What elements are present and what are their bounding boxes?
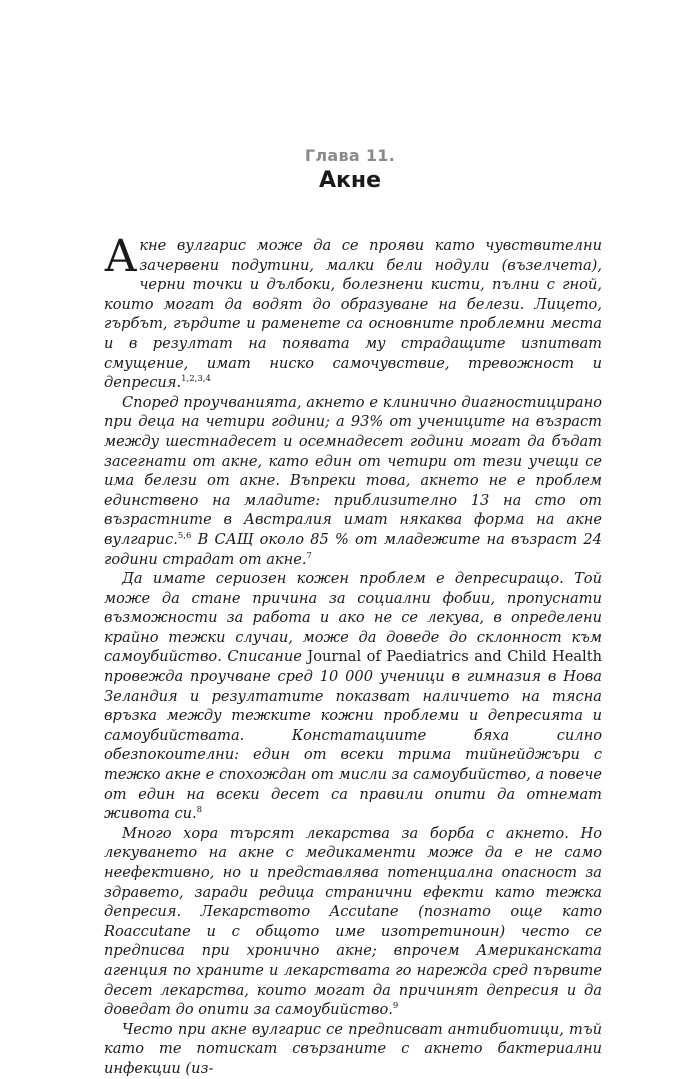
paragraph-2 [104, 393, 602, 569]
paragraph-3-text-a: Да имате сериозен кожен проблем е депресиращо. Той може да стане причина за социални фобии, пропуснати възможности за работа и ако не се лекува, в определени крайно тежки случаи, може да доведе до склонност към самоубийство. Списание [104, 570, 602, 666]
paragraph-4 [104, 824, 602, 1020]
paragraph-4-text: Много хора търсят лекарства за борба с акнето. Но лекуването на акне с медикаменти може да е не само неефективно, но и представлява потенциална опасност за здравето, заради редица странични ефекти като тежка депресия. Лекарството Accutane (познато още като Roaccutane и с общото име изотретиноин) често се предписва при хронично акне; впрочем Американската агенция по храните и лекарствата го нарежда сред първите десет лекарства, които могат да причинят депресия и да доведат до опити за самоубийство. [104, 824, 602, 1019]
paragraph-5-text: Често при акне вулгарис се предписват антибиотици, тъй като те потискат свързаните с акнето бактериални инфекции (из- [104, 1020, 602, 1077]
footnote-ref: 7 [306, 550, 312, 561]
paragraph-1 [104, 231, 602, 393]
paragraph-5 [104, 1020, 602, 1079]
paragraph-3-text-b: провежда проучване сред 10 000 ученици в гимназия в Нова Зеландия и резултатите показват наличието на тясна връзка между тежките кожни проблеми и депресията и самоубийствата. Констатациите бяха силно обезпокоителни: един от всеки трима тийнейджъри с тежко акне е спохождан от мисли за самоубийство, а повече от един на всеки десет са правили опити да отнемат живота си. [104, 668, 602, 823]
chapter-title: Акне [318, 168, 382, 193]
journal-title: Journal of Paediatrics and Child Health [307, 648, 602, 666]
chapter-body [104, 231, 602, 1079]
footnote-ref: 9 [392, 1001, 399, 1012]
paragraph-2-text-b: В САЩ около 85 % от младежите на възраст 24 години страдат от акне. [104, 530, 602, 568]
chapter-number: Глава 11. [304, 146, 396, 165]
paragraph-1-text: кне вулгарис може да се прояви като чувствителни зачервени подутини, малки бели нодули (възелчета), черни точки и дълбоки, болезнени кисти, пълни с гной, които могат да водят до образуване на белези. Лицето, гърбът, гърдите и раменете са основните проблемни места и в резултат на появата му страдащите изпитват смущение, имат ниско самочувствие, тревожност и депресия. [104, 237, 602, 392]
footnote-ref: 1,2,3,4 [181, 374, 211, 385]
footnote-ref: 5,6 [177, 531, 192, 542]
paragraph-2-text-a: Според проучванията, акнето е клинично диагностицирано при деца на четири години; а 93% от учениците на възраст между шестнадесет и осемнадесет години могат да бъдат засегнати от акне, като един от четири от тези учещи се има белези от акне. Въпреки това, акнето не е проблем единствено на младите: приблизително 13 на сто от възрастните в Австралия имат някаква форма на акне вулгарис. [104, 393, 602, 548]
footnote-ref: 8 [196, 805, 203, 816]
paragraph-3 [104, 569, 602, 824]
drop-cap: А [104, 231, 138, 282]
